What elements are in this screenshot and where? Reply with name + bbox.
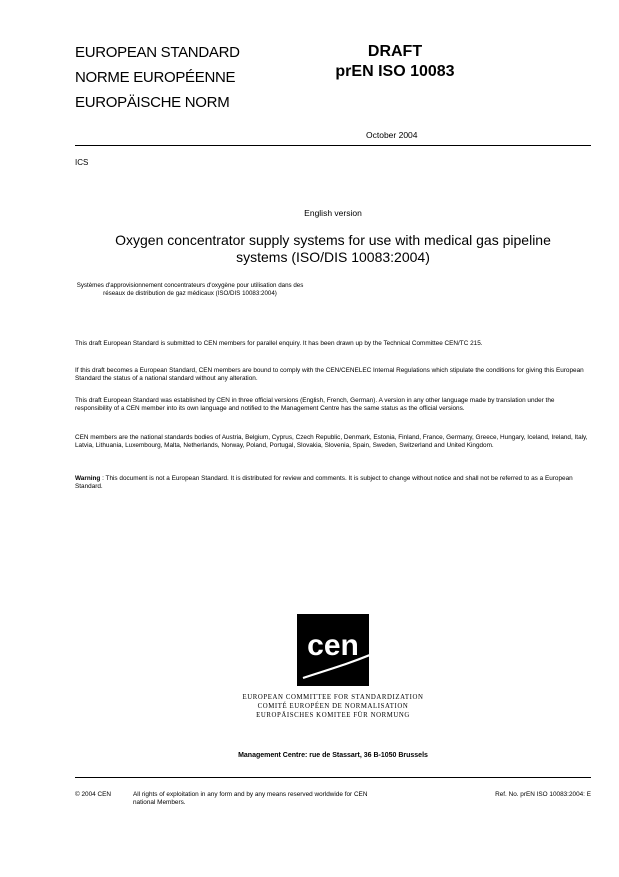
committee-name-de: EUROPÄISCHES KOMITEE FÜR NORMUNG [256,712,410,719]
header-divider [75,145,591,146]
draft-block [330,42,460,82]
paragraph-warning [75,475,591,490]
warning-text: : This document is not a European Standard. It is distributed for review and comments. It is subject to change without notice and shall not be referred to as a European Standard. [75,475,573,490]
draft-label: DRAFT [367,43,423,60]
version-label: English version [304,208,362,218]
french-title: Systèmes d'approvisionnement concentrateurs d'oxygène pour utilisation dans des réseaux de distribution de gaz médicaux (ISO/DIS 10083:2004) [76,282,304,297]
document-title: Oxygen concentrator supply systems for use with medical gas pipeline systems (ISO/DIS 10083:2004) [115,232,551,265]
footer-divider [75,777,591,778]
cen-logo-icon [297,614,369,686]
cen-logo-text: cen [307,629,359,662]
paragraph-members: CEN members are the national standards bodies of Austria, Belgium, Cyprus, Czech Republic, Denmark, Estonia, Finland, France, Germany, Greece, Hungary, Iceland, Ireland, Italy, Latvia, Lithuania, Luxembourg, Malta, Netherlands, Norway, Poland, Portugal, Slovakia, Slovenia, Spain, Sweden, Switzerland and United Kingdom. [75,434,588,449]
committee-name-fr: COMITÉ EUROPÉEN DE NORMALISATION [257,703,409,710]
standard-names [75,40,240,115]
paragraph-enquiry: This draft European Standard is submitted to CEN members for parallel enquiry. It has been drawn up by the Technical Committee CEN/TC 215. [75,340,483,347]
standard-name-de: EUROPÄISCHE NORM [75,94,230,111]
warning-label: Warning [75,475,101,482]
management-centre: Management Centre: rue de Stassart, 36 B-1050 Brussels [238,752,428,759]
committee-name-en: EUROPEAN COMMITTEE FOR STANDARDIZATION [242,694,424,701]
ics-label: ICS [75,158,89,167]
publication-date: October 2004 [366,130,418,140]
standard-name-en: EUROPEAN STANDARD [75,44,240,61]
standard-name-fr: NORME EUROPÉENNE [75,69,236,86]
paragraph-versions: This draft European Standard was established by CEN in three official versions (English, French, German). A version in any other language made by translation under the responsibility of a CEN member into its own language and notified to the Management Centre has the same status as the official versions. [75,397,555,412]
paragraph-regulations: If this draft becomes a European Standard, CEN members are bound to comply with the CEN/CENELEC Internal Regulations which stipulate the conditions for giving this European Standard the status of a national standard without any alteration. [75,367,584,382]
copyright-notice: © 2004 CEN [75,791,111,798]
reference-number: Ref. No. prEN ISO 10083:2004: E [495,791,591,798]
rights-notice: All rights of exploitation in any form and by any means reserved worldwide for CEN national Members. [133,791,368,806]
doc-number: prEN ISO 10083 [335,63,455,80]
committee-names [150,693,516,720]
